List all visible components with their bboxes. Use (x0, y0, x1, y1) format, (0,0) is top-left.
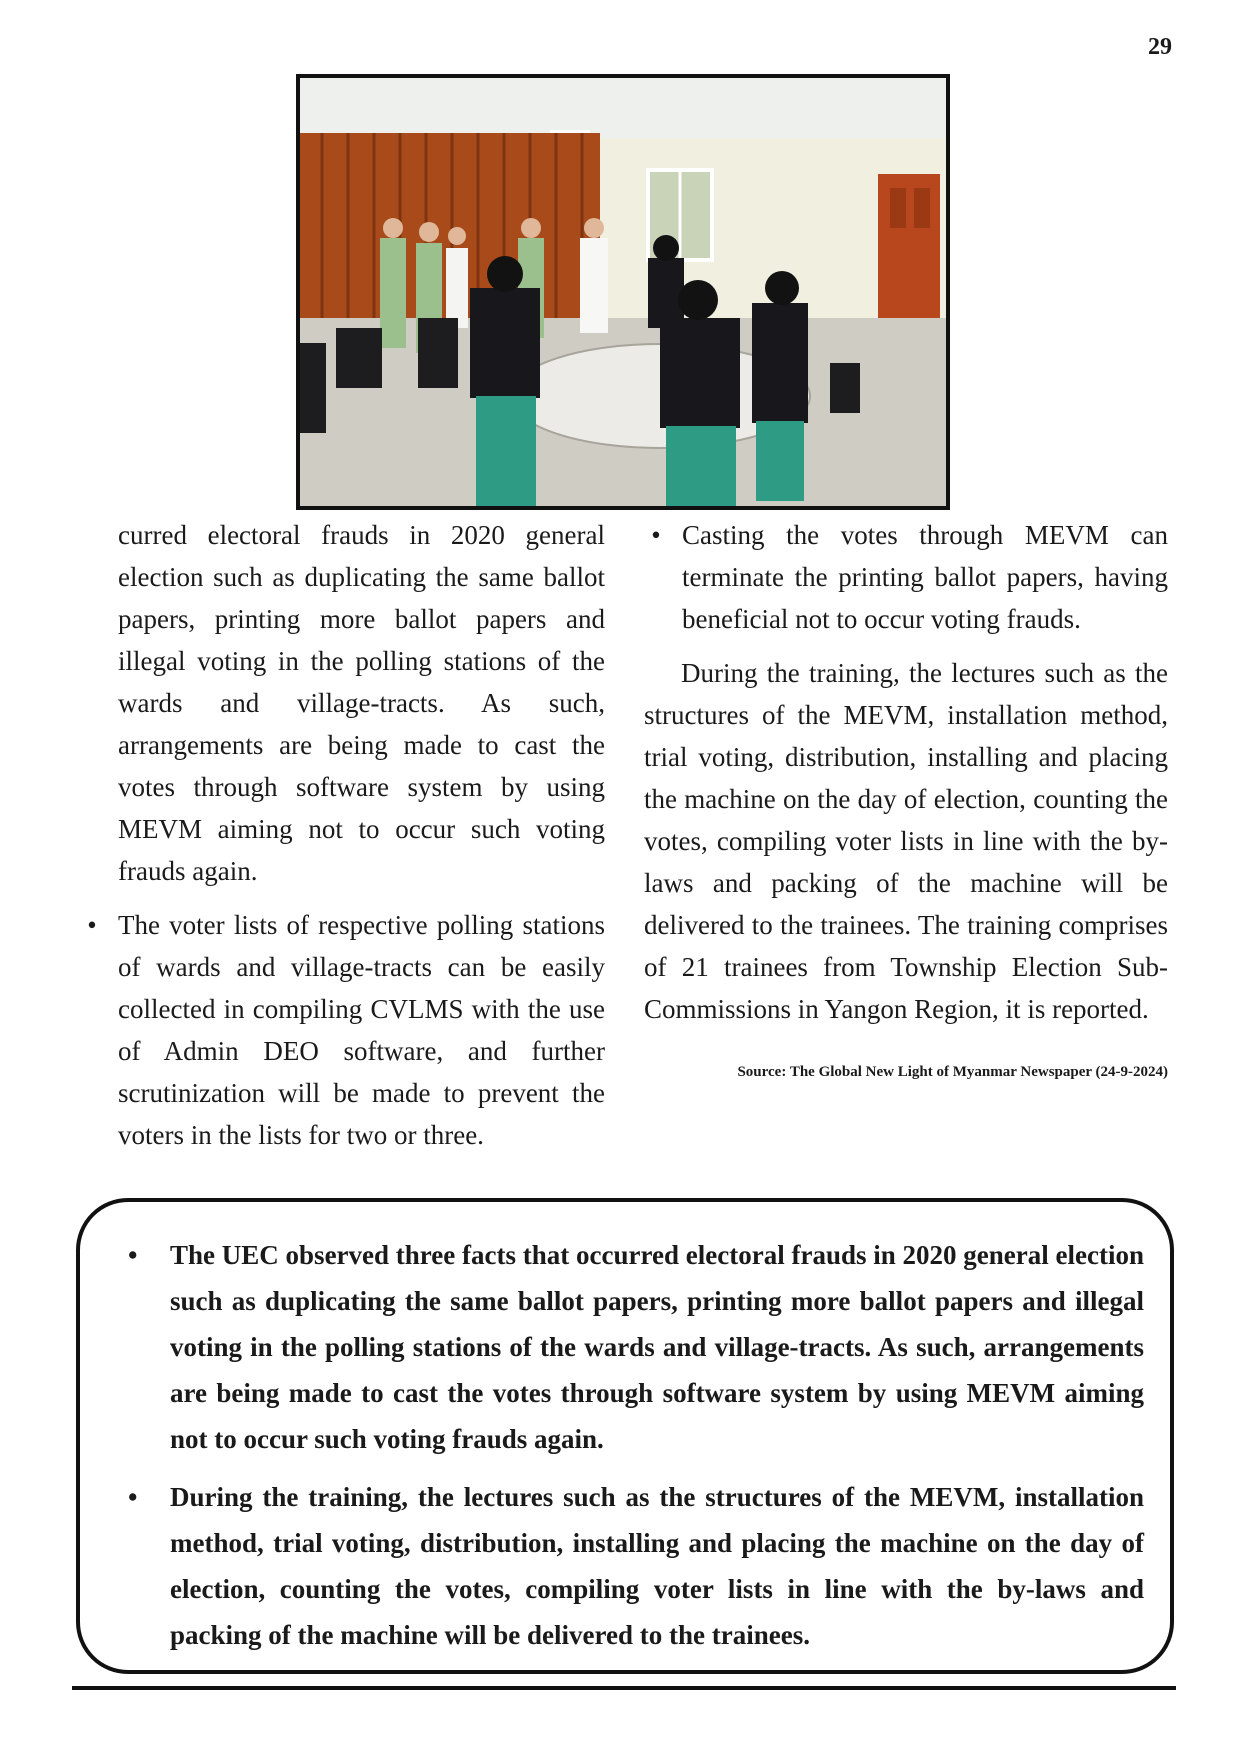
bottom-divider (72, 1686, 1176, 1690)
bullet-text: The voter lists of respective polling stations of wards and village-tracts can be easily collected in compiling CVLMS with the use of Admin DEO software, and further scrutinization will be made to prevent the voters in the lists for two or three. (118, 910, 605, 1150)
bullet-text: Casting the votes through MEVM can terminate the printing ballot papers, having beneficial not to occur voting frauds. (682, 520, 1168, 634)
summary-item (106, 1474, 1144, 1658)
training-session-photo (296, 74, 950, 510)
bullet-icon: • (128, 1482, 138, 1512)
bullet-item-casting-votes (644, 514, 1168, 640)
bullet-icon: • (87, 910, 97, 940)
bullet-icon: • (128, 1240, 138, 1270)
summary-item (106, 1232, 1144, 1462)
continued-paragraph: curred electoral frauds in 2020 general election such as duplicating the same ballot papers, printing more ballot papers and illegal voting in the polling stations of the wards and village-tracts. As such, arrangements are being made to cast the votes through software system by using MEVM aiming not to occur such voting frauds again. (118, 520, 605, 886)
right-column (644, 514, 1168, 1082)
summary-item-text: During the training, the lectures such as the structures of the MEVM, installation method, trial voting, distribution, installing and placing the machine on the day of election, counting the votes, compiling voter lists in line with the by-laws and packing of the machine will be delivered to the trainees. (170, 1482, 1144, 1650)
summary-item-text: The UEC observed three facts that occurred electoral frauds in 2020 general election such as duplicating the same ballot papers, printing more ballot papers and illegal voting in the polling stations of the wards and village-tracts. As such, arrangements are being made to cast the votes through software system by using MEVM aiming not to occur such voting frauds again. (170, 1240, 1144, 1454)
source-citation: Source: The Global New Light of Myanmar Newspaper (24-9-2024) (737, 1064, 1168, 1080)
bullet-icon: • (651, 520, 661, 550)
summary-box (76, 1198, 1174, 1674)
bullet-item-voter-lists (80, 904, 605, 1156)
left-column (80, 514, 605, 1156)
photo-illustration (300, 78, 946, 506)
page-number: 29 (1148, 34, 1172, 60)
training-paragraph: During the training, the lectures such as the structures of the MEVM, installation method, trial voting, distribution, installing and placing the machine on the day of election, counting the votes, compiling voter lists in line with the by-laws and packing of the machine will be delivered to the trainees. The training comprises of 21 trainees from Township Election Sub-Commissions in Yangon Region, it is reported. (644, 658, 1168, 1024)
